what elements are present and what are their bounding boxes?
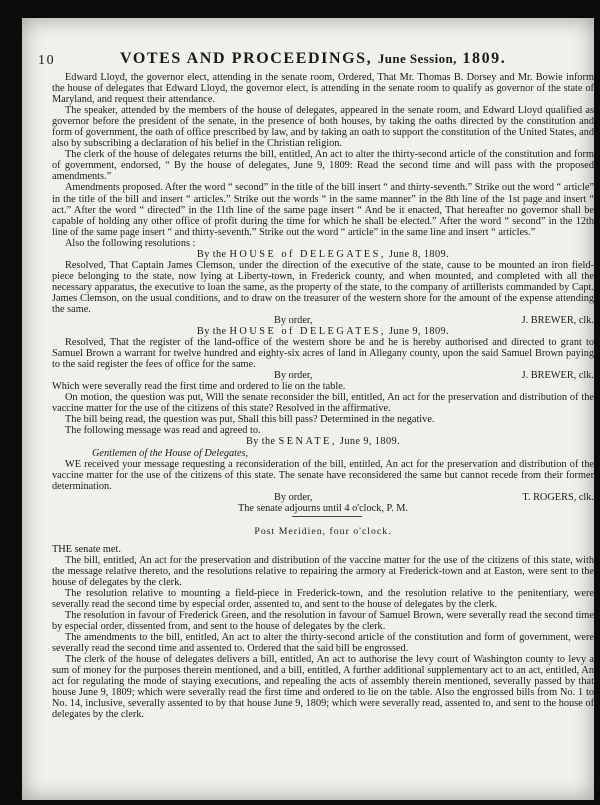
dateline-house: HOUSE of DELEGATES,: [229, 248, 386, 260]
dateline-date: June 9, 1809.: [339, 436, 401, 448]
document-page: [22, 18, 594, 800]
dateline-date: June 8, 1809.: [388, 248, 450, 260]
paragraph: The bill being read, the question was put, Shall this bill pass? Determined in the negative.: [65, 414, 435, 426]
paragraph: The bill, entitled, An act for the preservation and distribution of the vaccine matter for the use of the citizens of this state, with the message relative thereto, and the resolutions relative to repairing the armory at Frederick-town and at Easton, were sent to the house of delegates by the clerk.: [52, 554, 594, 588]
section-heading: Post Meridien, four o'clock.: [254, 525, 392, 537]
paragraph: The clerk of the house of delegates delivers a bill, entitled, An act to authorise the levy court of Washington county to levy a sum of money for the purposes therein mentioned, and a bill, entitled, A further additional supplementary act to an act, entitled, An act for regulating the mode of staying executions, and repealing the acts of assembly therein mentioned, severally passed by that house June 9, 1809; which were severally read the first time and ordered to lie on the table. Also the engrossed bills from No. 1 to No. 14, inclusive, severally assented to by that house June 9, 1809; which were severally read, assented to, and sent to the house of delegates by the clerk.: [52, 654, 594, 721]
paragraph: THE senate met.: [52, 543, 121, 555]
signature-line: [52, 492, 594, 503]
paragraph: The following message was read and agreed to.: [65, 425, 261, 437]
paragraph: Edward Lloyd, the governor elect, attending in the senate room, Ordered, That Mr. Thomas B. Dorsey and Mr. Bowie inform the house of delegates that Edward Lloyd, the governor elect, is attending in the senate room to qualify as governor of the state of Maryland, and request their attendance.: [52, 72, 594, 106]
running-title-text: VOTES AND PROCEEDINGS,: [120, 50, 373, 67]
paragraph: The resolution relative to mounting a field-piece in Frederick-town, and the resolution relative to the penitentiary, were severally read the second time by especial order, assented to, and sent to the house of delegates by the clerk.: [52, 587, 594, 611]
resolution-text: Resolved, That the register of the land-office of the western shore be and he is hereby authorised and directed to grant to Samuel Brown a warrant for twelve hundred and eighty-six acres of land in Allegany county, upon the said Samuel Brown paying to the said register the fees of office for the same.: [52, 337, 594, 371]
dateline-date: June 9, 1809.: [388, 326, 450, 338]
paragraph: The resolution in favour of Frederick Green, and the resolution in favour of Samuel Brown, were severally read the second time by especial order, dissented from, and sent to the house of delegates by the clerk.: [52, 610, 594, 633]
by-order-label: By order,: [274, 315, 313, 327]
paragraph: The clerk of the house of delegates returns the bill, entitled, An act to alter the thirty-second article of the constitution and form of government, endorsed, “ By the house of delegates, June 9, 1809: Read the second time and will pass with the proposed amendments.”: [52, 149, 594, 183]
dateline-prefix: By the: [196, 248, 227, 260]
adjournment-line: The senate adjourns until 4 o'clock, P. M.: [237, 502, 408, 514]
paragraph: Which were severally read the first time and ordered to lie on the table.: [52, 381, 346, 393]
paragraph: Also the following resolutions :: [65, 237, 196, 249]
clerk-signature: T. ROGERS, clk.: [522, 491, 594, 503]
clerk-signature: J. BREWER, clk.: [521, 315, 594, 327]
running-title: [120, 50, 506, 68]
dateline-prefix: By the: [196, 326, 227, 338]
dateline-prefix: By the: [245, 436, 276, 448]
session-label: June Session,: [377, 51, 457, 66]
signature-line: [52, 315, 594, 326]
resolution-text: Resolved, That Captain James Clemson, under the direction of the executive of the state, cause to be mounted an iron field-piece belonging to the state, now lying at Liberty-town, in Frederick county, and when mounted, and completed with all the necessary apparatus, the executive to loan the same, as the property of the state, to the company of artillerists commanded by Capt. James Clemson, on the usual conditions, and to draw on the treasurer of the western shore for the amount of the expense attending the same.: [52, 259, 594, 315]
clerk-signature: J. BREWER, clk.: [521, 370, 594, 382]
paragraph: On motion, the question was put, Will the senate reconsider the bill, entitled, An act for the preservation and distribution of the vaccine matter for the use of the citizens of this state? Resolved in the affirmative.: [52, 392, 594, 415]
resolution-dateline: [52, 249, 594, 260]
page-number: 10: [38, 53, 56, 68]
dateline-house: HOUSE of DELEGATES,: [229, 326, 386, 338]
dateline-house: SENATE,: [278, 436, 337, 448]
session-year: 1809.: [462, 50, 507, 67]
page-header: [36, 50, 586, 70]
document-body: [52, 72, 594, 721]
paragraph: Amendments proposed. After the word “ second” in the title of the bill insert “ and thirty-seventh.” Strike out the word “ article” in the title of the bill and insert “ articles.” Strike out the words “ in the same manner” in the 8th line of the 1st page and insert “ act.” After the word “ directed” in the 11th line of the same page insert “ And be it enacted, That hereafter no governor shall be capable of holding any other office of profit during the time for which he shall be elected.” After the word “ second” in the 12th line of the same page insert “ and thirty-seventh.” Strike out the word “ article” in the same line and insert “ articles.”: [52, 182, 594, 238]
by-order-label: By order,: [274, 491, 313, 503]
paragraph: The speaker, attended by the members of the house of delegates, appeared in the senate room, and Edward Lloyd qualified as governor before the president of the senate, in the presence of both houses, by taking the oaths directed by the constitution and form of government, the oath of office prescribed by law, and by taking an oath to support the constitution of the United States, and also by subscribing a declaration of his belief in the Christian religion.: [52, 105, 594, 150]
paragraph: The amendments to the bill, entitled, An act to alter the thirty-second article of the constitution and form of government, were severally read the second time and assented to. Ordered that the said bill be engrossed.: [52, 632, 594, 655]
section-divider: [292, 516, 362, 517]
by-order-label: By order,: [274, 370, 313, 382]
senate-dateline: [52, 436, 594, 447]
message-text: WE received your message requesting a reconsideration of the bill, entitled, An act for the preservation and distribution of the vaccine matter for the use of the citizens of this state. The senate have reconsidered the same but cannot recede from their former determination.: [52, 458, 594, 492]
signature-line: [52, 370, 594, 381]
message-salutation: Gentlemen of the House of Delegates,: [92, 447, 249, 459]
resolution-dateline: [52, 326, 594, 337]
